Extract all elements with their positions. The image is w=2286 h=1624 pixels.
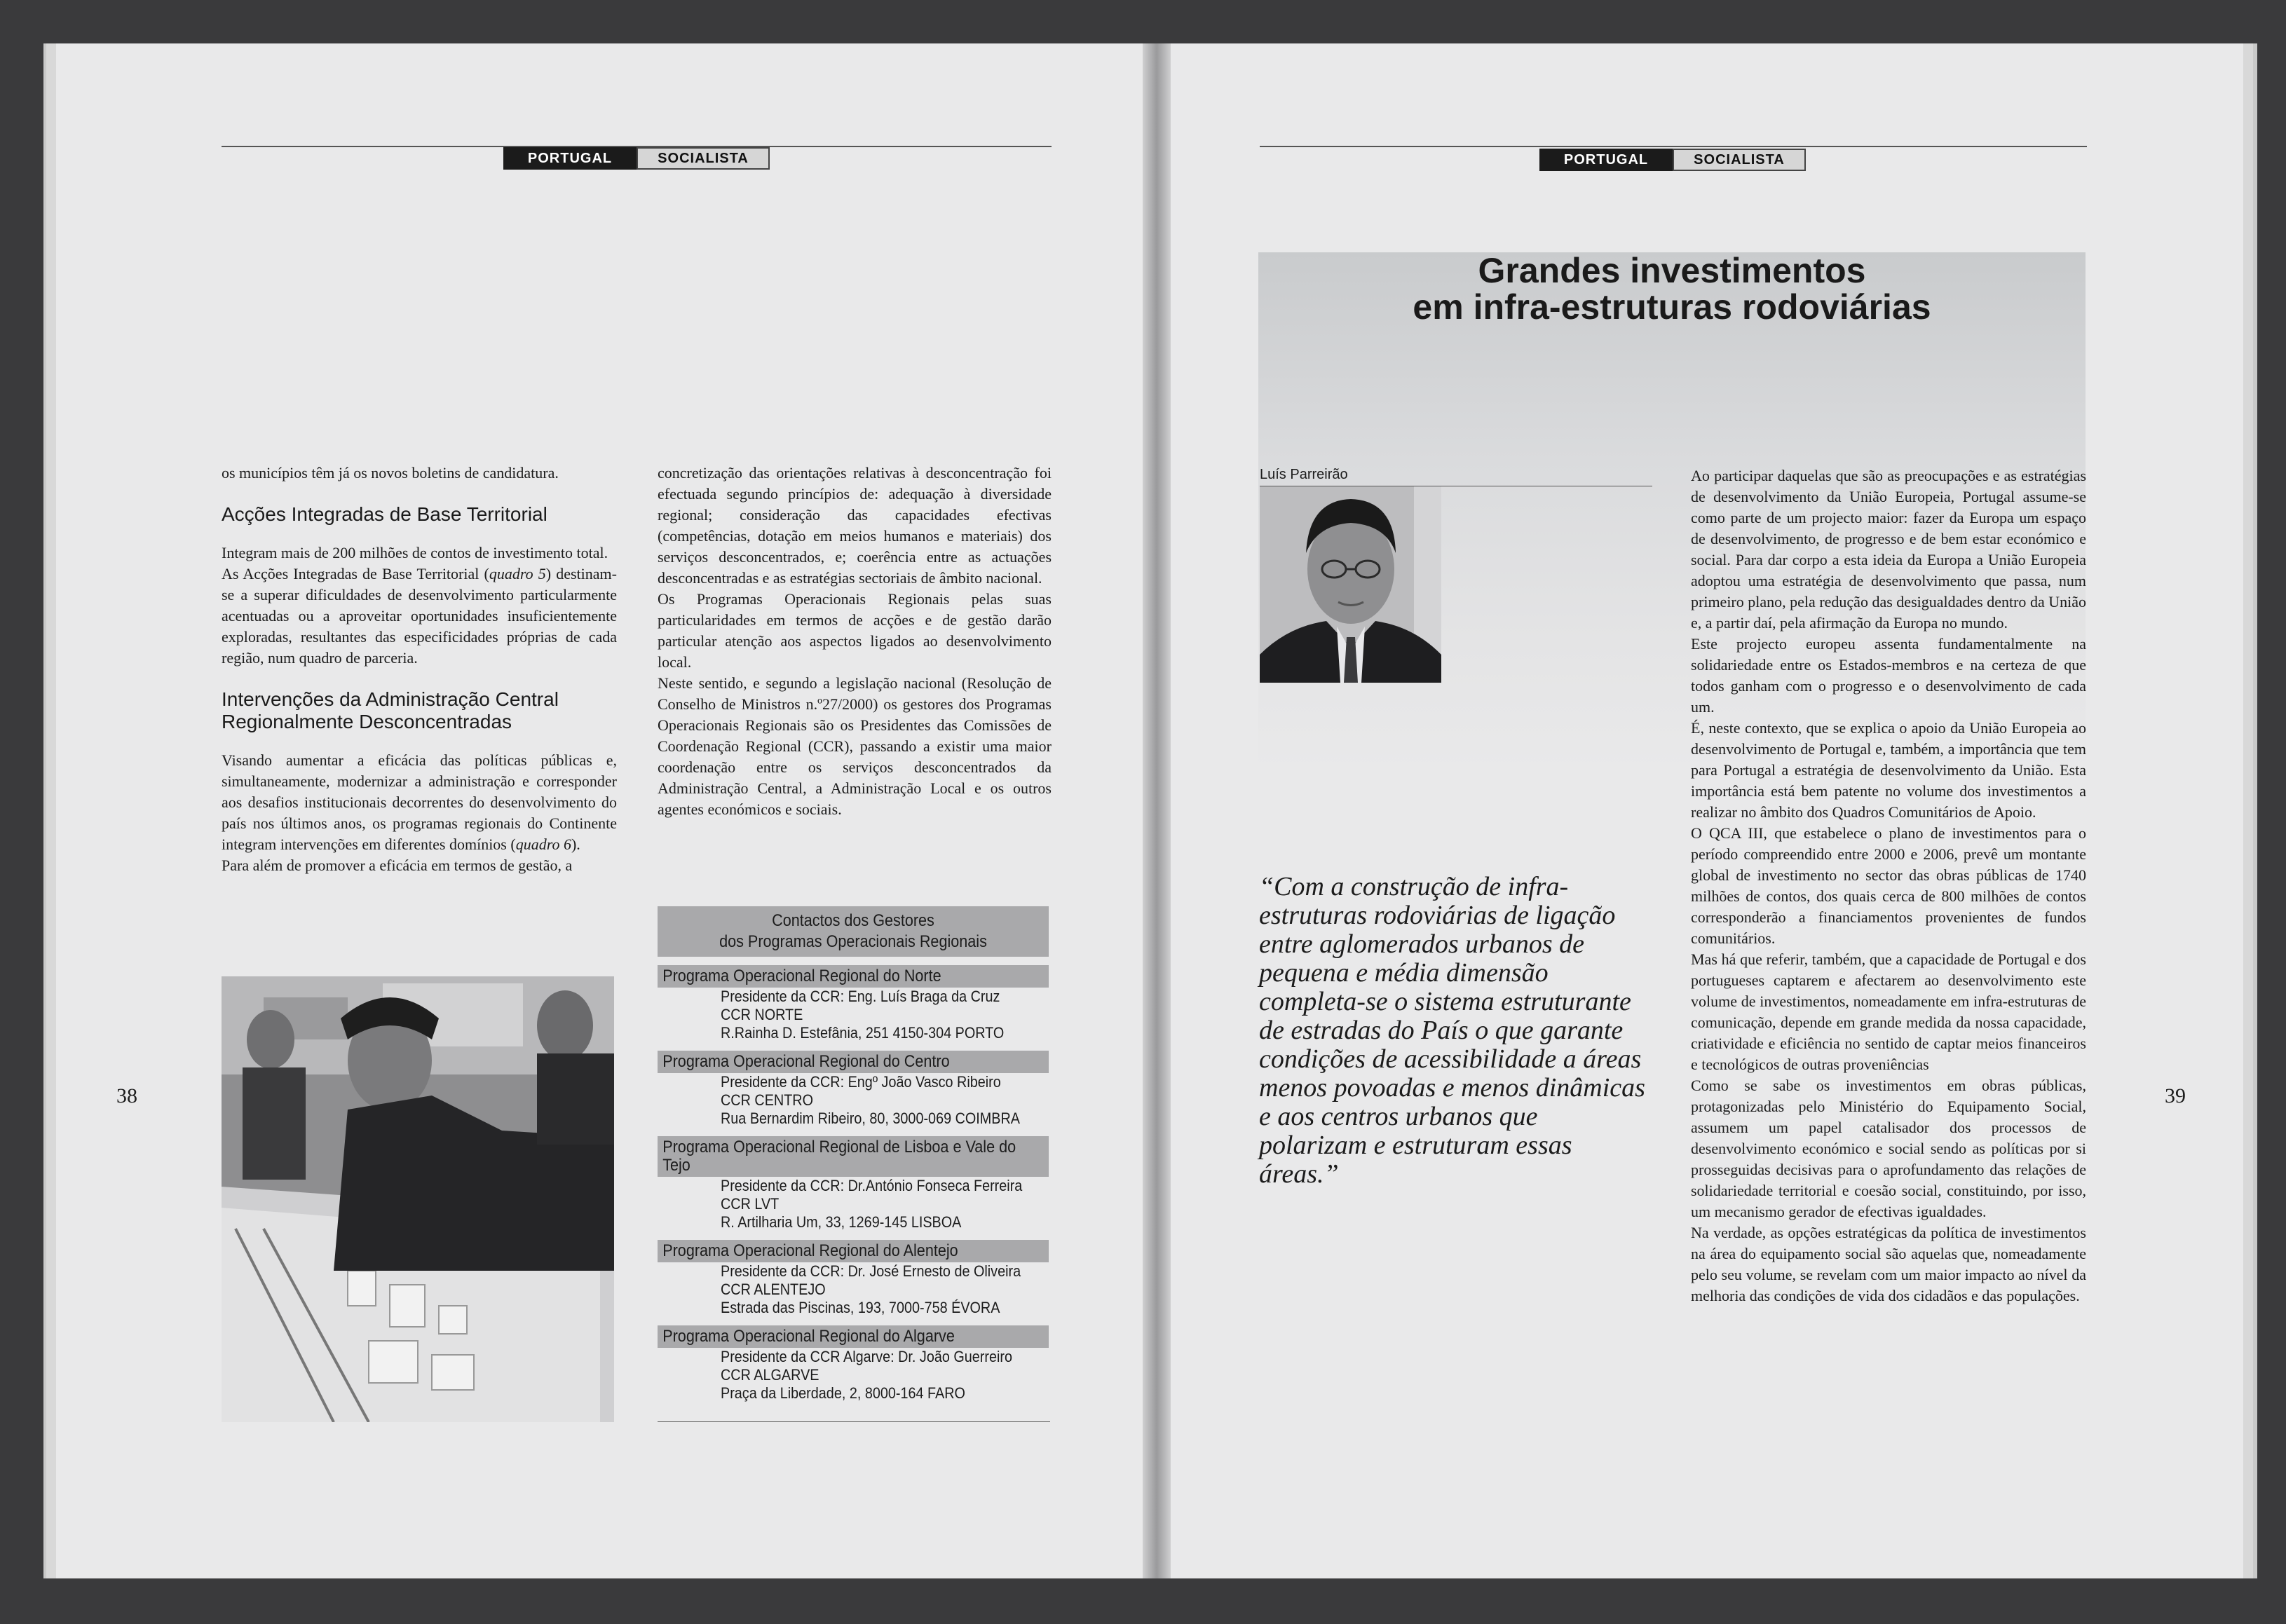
program-entry: Programa Operacional Regional do Algarve Presidente da CCR Algarve: Dr. João Guerreiro CCR ALGARVE Praça da Liberdade, 2, 8000-164 FARO [658, 1325, 1049, 1403]
paragraph: Para além de promover a eficácia em termos de gestão, a [222, 857, 573, 874]
program-title: Programa Operacional Regional do Alentejo [658, 1240, 1049, 1262]
masthead-socialista: SOCIALISTA [1673, 149, 1806, 171]
exhibition-photo [222, 976, 614, 1422]
program-entry: Programa Operacional Regional do Centro Presidente da CCR: Engº João Vasco Ribeiro CCR CENTRO Rua Bernardim Ribeiro, 80, 3000-069 COIMBRA [658, 1051, 1049, 1128]
paragraph: É, neste contexto, que se explica o apoio da União Europeia ao desenvolvimento de Portugal e, também, a importância que tem para Portugal a estratégia de desenvolvimento da União. Esta importância está bem patente no volume dos investimentos a realizar no âmbito dos Quadros Comunitários de Apoio. [1691, 719, 2086, 821]
right-column [1691, 465, 2086, 1306]
author-portrait [1260, 486, 1441, 683]
author-name: Luís Parreirão [1260, 467, 1348, 482]
paragraph: Integram mais de 200 milhões de contos de investimento total. [222, 544, 608, 561]
article-title: Grandes investimentos em infra-estruturas rodoviárias [1413, 251, 1931, 327]
left-column-1 [222, 463, 617, 876]
paragraph: Os Programas Operacionais Regionais pelas suas particularidades em termos de acções e de gestão darão particular atenção aos aspectos ligados ao desenvolvimento local. [658, 590, 1052, 671]
masthead-portugal: PORTUGAL [1539, 149, 1673, 171]
program-title: Programa Operacional Regional do Algarve [658, 1325, 1049, 1348]
paragraph: Como se sabe os investimentos em obras públicas, protagonizadas pelo Ministério do Equipamento Social, assumem um papel catalisador dos processos de desenvolvimento económico e social sendo as políticas por si prosseguidas decisivas para o aprofundamento das relações de solidariedade territorial e coesão social, constituindo, por isso, um mecanismo gerador de efectivas igualdades. [1691, 1077, 2086, 1220]
contacts-header: Contactos dos Gestores dos Programas Operacionais Regionais [658, 906, 1049, 957]
program-title: Programa Operacional Regional de Lisboa e Vale do Tejo [658, 1136, 1049, 1177]
program-title: Programa Operacional Regional do Norte [658, 965, 1049, 988]
left-column-2 [658, 463, 1052, 820]
masthead-socialista: SOCIALISTA [637, 147, 770, 170]
paragraph: O QCA III, que estabelece o plano de investimentos para o período compreendido entre 2000 e 2006, prevê um montante global de investimento no sector das obras públicas de 1740 milhões de contos, dos quais cerca de 800 milhões de contos corresponderão a financiamentos provenientes de fundos comunitários. [1691, 824, 2086, 947]
paragraph: As Acções Integradas de Base Territorial (quadro 5) destinam-se a superar dificuldades de desenvolvimento particularmente acentuadas ou a aproveitar oportunidades insuficientemente exploradas, resultantes das especificidades próprias de cada região, num quadro de parceria. [222, 565, 617, 667]
masthead-right [1539, 149, 1806, 171]
masthead-left [503, 147, 770, 170]
masthead-portugal: PORTUGAL [503, 147, 637, 170]
header-rule-right [1260, 146, 2087, 147]
paragraph: Na verdade, as opções estratégicas da política de investimentos na área do equipamento social são aquelas que, nomeadamente pelo seu volume, se revelam com um maior impacto ao nível da melhoria das condições de vida dos cidadãos e das populações. [1691, 1224, 2086, 1304]
paragraph: Ao participar daquelas que são as preocupações e as estratégias de desenvolvimento da União Europeia, Portugal assume-se como parte de um projecto maior: fazer da Europa um espaço de desenvolvimento, de progresso e de bem estar económico e social. Para dar corpo a esta ideia da Europa a União Europeia adoptou uma estratégia de desenvolvimento que passa, num primeiro plano, pela redução das desigualdades dentro da União e, a partir daí, pela afirmação da Europa no mundo. [1691, 467, 2086, 632]
pull-quote: “Com a construção de infra-estruturas rodoviárias de ligação entre aglomerados urbanos de pequena e média dimensão completa-se o sistema estruturante de estradas do País o que garante condições de acessibilidade a áreas menos povoadas e menos dinâmicas e aos centros urbanos que polarizam e estruturam essas áreas.” [1259, 872, 1645, 1189]
program-entry: Programa Operacional Regional do Alentejo Presidente da CCR: Dr. José Ernesto de Oliveira CCR ALENTEJO Estrada das Piscinas, 193, 7000-758 ÉVORA [658, 1240, 1049, 1317]
page-number-left: 38 [116, 1084, 137, 1107]
contacts-box [658, 906, 1049, 1403]
paragraph: Neste sentido, e segundo a legislação nacional (Resolução de Conselho de Ministros n.º27/2000) os gestores dos Programas Operacionais Regionais são os Presidentes das Comissões de Coordenação Regional (CCR), passando a existir uma maior coordenação entre os serviços desconcentrados da Administração Central, a Administração Local e os outros agentes económicos e sociais. [658, 674, 1052, 818]
contacts-bottom-rule [658, 1421, 1050, 1422]
intro-text: os municípios têm já os novos boletins de candidatura. [222, 464, 559, 482]
heading-base-territorial: Acções Integradas de Base Territorial [222, 503, 547, 525]
program-title: Programa Operacional Regional do Centro [658, 1051, 1049, 1073]
program-entry: Programa Operacional Regional de Lisboa e Vale do Tejo Presidente da CCR: Dr.António Fonseca Ferreira CCR LVT R. Artilharia Um, 33, 1269-145 LISBOA [658, 1136, 1049, 1231]
program-entry: Programa Operacional Regional do Norte Presidente da CCR: Eng. Luís Braga da Cruz CCR NORTE R.Rainha D. Estefânia, 251 4150-304 PORTO [658, 965, 1049, 1042]
paragraph: Mas há que referir, também, que a capacidade de Portugal e dos portugueses captarem e afectarem ao desenvolvimento este volume de investimentos, nomeadamente em infra-estruturas de comunicação, depende em grande medida da nossa capacidade, criatividade e eficiência no sentido de captar meios financeiros e tecnológicos de outras proveniências [1691, 950, 2086, 1073]
paragraph: Visando aumentar a eficácia das políticas públicas e, simultaneamente, modernizar a administração e corresponder aos desafios institucionais decorrentes do desenvolvimento do país nos últimos anos, os programas regionais do Continente integram intervenções em diferentes domínios (quadro 6). [222, 751, 617, 853]
paragraph: Este projecto europeu assenta fundamentalmente na solidariedade entre os Estados-membros e na certeza de que todos ganham com o progresso e o desenvolvimento de cada um. [1691, 635, 2086, 716]
book-gutter [1143, 43, 1171, 1578]
paragraph: concretização das orientações relativas à desconcentração foi efectuada segundo princípios de: adequação à diversidade regional; consideração das capacidades efectivas (competências, dotação em meios humanos e materiais) dos serviços desconcentrados, e; coerência entre as actuações desconcentradas e as estratégias sectoriais de âmbito nacional. [658, 464, 1052, 587]
page-number-right: 39 [2165, 1084, 2186, 1107]
heading-administracao-central: Intervenções da Administração Central Regionalmente Desconcentradas [222, 688, 559, 732]
